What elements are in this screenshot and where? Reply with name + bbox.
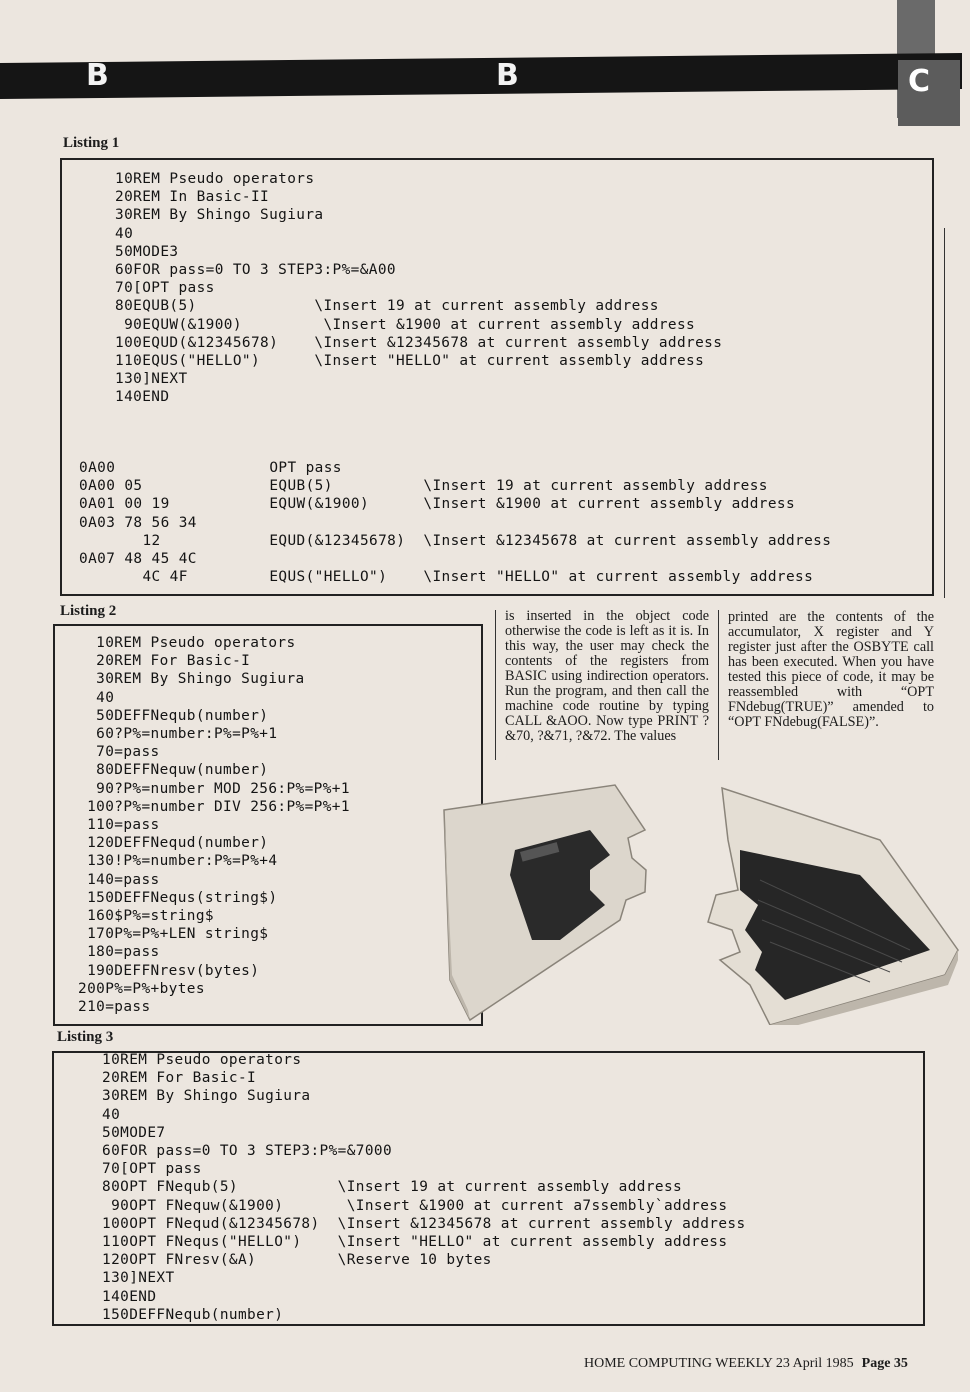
left-computer-piece — [444, 785, 646, 1020]
listing-1-title: Listing 1 — [63, 135, 120, 151]
listing-3-title: Listing 3 — [57, 1029, 114, 1045]
split-computer-illustration — [440, 780, 960, 1025]
article-column-1: is inserted in the object code otherwise the code is left as it is. In this way, the user may check the contents of the registers from BASIC using indirection operators. Run the program, and then call the machine code routine by typing CALL &AOO. Now type PRINT ?&70, ?&71, ?&72. The values — [505, 608, 709, 744]
right-computer-piece — [708, 788, 958, 1025]
banner-letter-b1: B — [86, 58, 110, 93]
listing-2-title: Listing 2 — [60, 603, 117, 619]
article-column-2: printed are the contents of the accumulator, X register and Y register just after the OSBYTE call has been executed. When you have tested this piece of code, it may be reassembled with “OPT FNdebug(TRUE)” amended to “OPT FNdebug(FALSE)”. — [728, 609, 934, 730]
column-rule-middle — [718, 610, 719, 760]
page-number: Page 35 — [861, 1356, 908, 1371]
listing-1-source: 10REM Pseudo operators 20REM In Basic-II 30REM By Shingo Sugiura 40 50MODE3 60FOR pass=0 TO 3 STEP3:P%=&A00 70[OPT pass 80EQUB(5) \Insert 19 at current assembly address 90EQUW(&1900) \Insert &1900 at current assembly address 100EQUD(&12345678) \Insert &12345678 at current assembly address 110EQUS("HELLO") \Insert "HELLO" at current assembly address 130]NEXT 140END — [115, 171, 723, 406]
publication-name: HOME COMPUTING WEEKLY 23 April 1985 — [584, 1356, 854, 1371]
banner-letter-c: C — [908, 64, 932, 99]
banner-letter-b2: B — [496, 58, 520, 93]
header-banner — [0, 53, 962, 99]
page-footer — [584, 1356, 908, 1372]
listing-3-source: 10REM Pseudo operators 20REM For Basic-I 30REM By Shingo Sugiura 40 50MODE7 60FOR pass=0 TO 3 STEP3:P%=&7000 70[OPT pass 80OPT FNequb(5) \Insert 19 at current assembly address 90OPT FNequw(&1900) \Insert &1900 at current a7ssembly`address 100OPT FNequd(&12345678) \Insert &12345678 at current assembly address 110OPT FNequs("HELLO") \Insert "HELLO" at current assembly address 120OPT FNresv(&A) \Reserve 10 bytes 130]NEXT 140END 150DEFFNequb(number) — [102, 1052, 746, 1323]
listing-2-source: 10REM Pseudo operators 20REM For Basic-I 30REM By Shingo Sugiura 40 50DEFFNequb(number) 60?P%=number:P%=P%+1 70=pass 80DEFFNequw(number) 90?P%=number MOD 256:P%=P%+1 100?P%=number DIV 256:P%=P%+1 110=pass 120DEFFNequd(number) 130!P%=number:P%=P%+4 140=pass 150DEFFNequs(string$) 160$P%=string$ 170P%=P%+LEN string$ 180=pass 190DEFFNresv(bytes) 200P%=P%+bytes 210=pass — [78, 635, 350, 1016]
column-rule-left — [495, 610, 496, 760]
listing-1-assembled-output: 0A00 OPT pass 0A00 05 EQUB(5) \Insert 19 at current assembly address 0A01 00 19 EQUW(&1900) \Insert &1900 at current assembly address 0A03 78 56 34 12 EQUD(&12345678) \Insert &12345678 at current assembly address 0A07 48 45 4C 4C 4F EQUS("HELLO") \Insert "HELLO" at current assembly address — [79, 460, 832, 586]
listing-1-side-rule — [944, 228, 945, 598]
